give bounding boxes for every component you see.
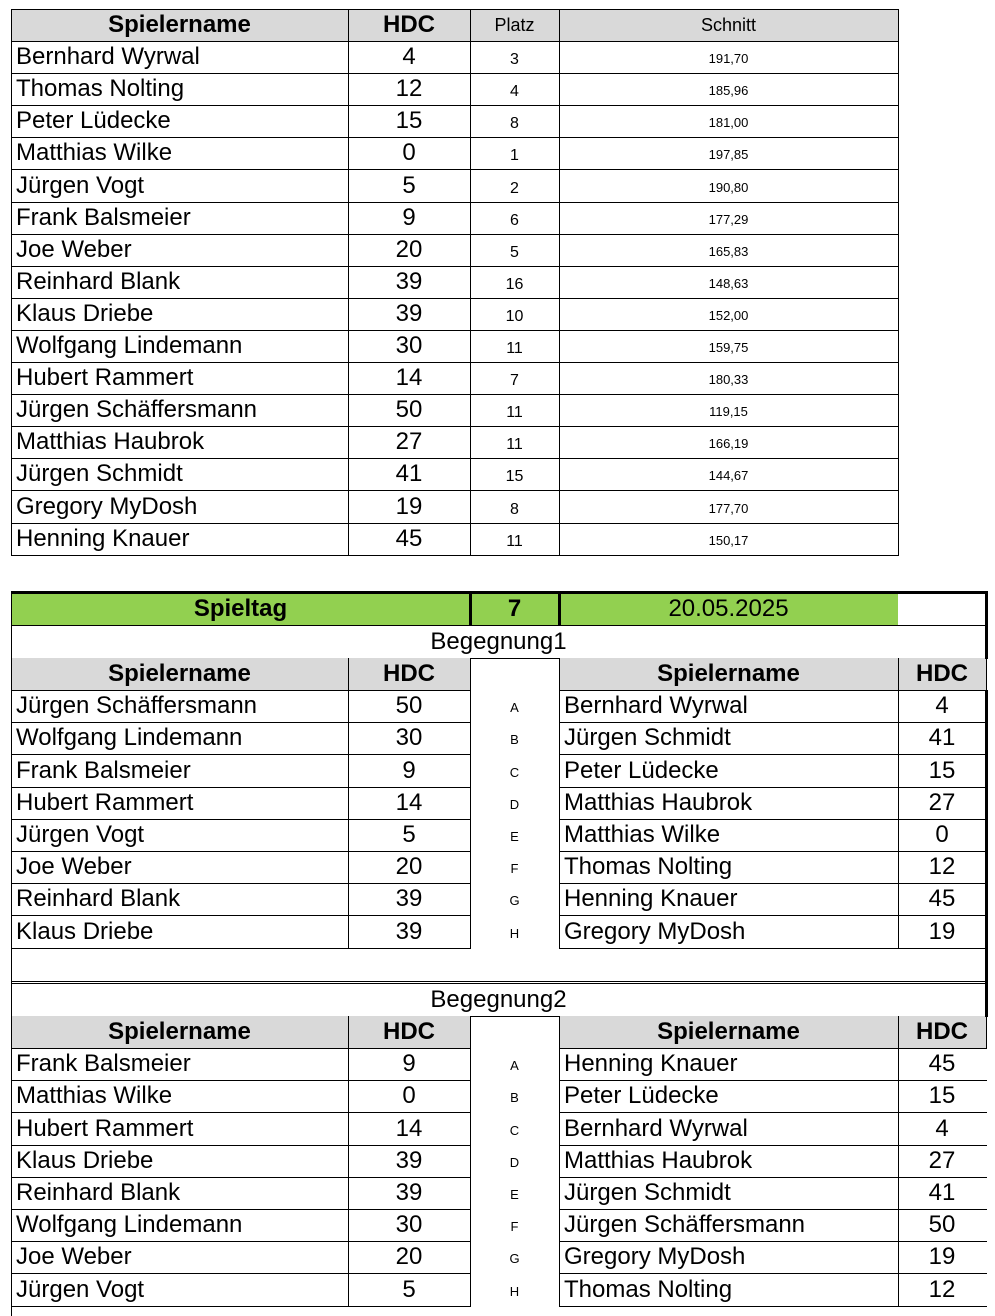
left-player-name[interactable]: Matthias Wilke	[16, 1082, 173, 1109]
cell-border	[11, 915, 471, 916]
match-header-spielername-left[interactable]: Spielername	[108, 1018, 251, 1045]
player-platz[interactable]: 7	[510, 372, 519, 389]
left-player-hdc[interactable]: 0	[402, 1082, 416, 1109]
player-name[interactable]: Bernhard Wyrwal	[16, 43, 200, 70]
right-player-hdc[interactable]: 27	[928, 789, 956, 816]
right-player-name[interactable]: Bernhard Wyrwal	[564, 692, 748, 719]
left-player-hdc[interactable]: 14	[395, 1115, 423, 1142]
cell-border	[11, 1080, 471, 1081]
right-player-hdc[interactable]: 19	[928, 1243, 956, 1270]
cell-border	[559, 819, 987, 820]
left-player-name[interactable]: Frank Balsmeier	[16, 1050, 191, 1077]
cell-border	[559, 1048, 987, 1049]
right-player-name[interactable]: Jürgen Schmidt	[564, 1179, 731, 1206]
left-player-hdc[interactable]: 39	[395, 918, 423, 945]
player-platz[interactable]: 11	[506, 533, 523, 550]
cell-border	[559, 754, 987, 755]
left-player-name[interactable]: Frank Balsmeier	[16, 757, 191, 784]
player-schnitt[interactable]: 150,17	[708, 533, 749, 548]
cell-border	[11, 458, 899, 459]
pairing-letter[interactable]: B	[510, 1090, 519, 1105]
right-player-name[interactable]: Matthias Wilke	[564, 821, 721, 848]
cell-border	[470, 1016, 471, 1307]
cell-border	[11, 426, 899, 427]
player-schnitt[interactable]: 181,00	[708, 115, 749, 130]
player-hdc[interactable]: 14	[395, 364, 423, 391]
cell-border	[11, 362, 899, 363]
left-player-hdc[interactable]: 39	[395, 1179, 423, 1206]
player-platz[interactable]: 15	[505, 468, 524, 485]
cell-border	[11, 137, 899, 138]
player-schnitt[interactable]: 159,75	[708, 340, 749, 355]
column-header-schnitt[interactable]: Schnitt	[700, 15, 757, 35]
player-name[interactable]: Henning Knauer	[16, 525, 190, 552]
cell-border	[559, 1016, 560, 1307]
right-player-hdc[interactable]: 0	[935, 821, 949, 848]
player-schnitt[interactable]: 148,63	[708, 276, 749, 291]
player-name[interactable]: Jürgen Schäffersmann	[16, 396, 258, 423]
player-platz[interactable]: 8	[510, 115, 519, 132]
pairing-letter[interactable]: G	[509, 893, 520, 908]
cell-border	[11, 981, 987, 982]
thick-border	[558, 592, 561, 626]
cell-border	[470, 9, 471, 556]
right-player-hdc[interactable]: 41	[928, 1179, 956, 1206]
pairing-letter[interactable]: G	[509, 1251, 520, 1266]
cell-border	[559, 948, 987, 949]
cell-border	[11, 73, 899, 74]
cell-border	[559, 851, 987, 852]
player-hdc[interactable]: 15	[395, 107, 423, 134]
player-platz[interactable]: 16	[505, 276, 524, 293]
player-name[interactable]: Peter Lüdecke	[16, 107, 171, 134]
pairing-letter[interactable]: C	[509, 765, 520, 780]
column-header-spielername[interactable]: Spielername	[108, 11, 251, 38]
player-platz[interactable]: 6	[510, 212, 519, 229]
player-name[interactable]: Jürgen Schmidt	[16, 460, 183, 487]
player-hdc[interactable]: 30	[395, 332, 423, 359]
right-player-name[interactable]: Gregory MyDosh	[564, 918, 746, 945]
cell-border	[11, 722, 471, 723]
pairing-letter[interactable]: A	[510, 700, 519, 715]
player-hdc[interactable]: 9	[402, 204, 416, 231]
cell-border	[11, 1209, 471, 1210]
right-player-name[interactable]: Peter Lüdecke	[564, 757, 719, 784]
cell-border	[559, 1241, 987, 1242]
player-hdc[interactable]: 5	[402, 172, 416, 199]
left-player-hdc[interactable]: 30	[395, 724, 423, 751]
right-player-name[interactable]: Matthias Haubrok	[564, 789, 753, 816]
column-header-hdc[interactable]: HDC	[383, 11, 435, 38]
cell-border	[559, 1080, 987, 1081]
right-player-name[interactable]: Gregory MyDosh	[564, 1243, 746, 1270]
right-player-hdc[interactable]: 27	[928, 1147, 956, 1174]
column-header-platz[interactable]: Platz	[494, 15, 535, 35]
cell-border	[11, 202, 899, 203]
cell-border	[11, 298, 899, 299]
player-hdc[interactable]: 19	[395, 493, 423, 520]
cell-border	[898, 9, 899, 556]
left-player-name[interactable]: Wolfgang Lindemann	[16, 1211, 243, 1238]
player-name[interactable]: Klaus Driebe	[16, 300, 154, 327]
player-name[interactable]: Matthias Wilke	[16, 139, 173, 166]
thick-border	[985, 592, 988, 659]
left-player-name[interactable]: Reinhard Blank	[16, 1179, 181, 1206]
right-player-name[interactable]: Peter Lüdecke	[564, 1082, 719, 1109]
right-player-hdc[interactable]: 15	[928, 757, 956, 784]
pairing-letter[interactable]: F	[510, 861, 519, 876]
pairing-letter[interactable]: H	[509, 1284, 520, 1299]
cell-border	[898, 658, 899, 949]
right-player-hdc[interactable]: 4	[935, 692, 949, 719]
right-player-name[interactable]: Jürgen Schmidt	[564, 724, 731, 751]
player-schnitt[interactable]: 185,96	[708, 83, 749, 98]
cell-border	[11, 490, 899, 491]
cell-border	[11, 690, 471, 691]
left-player-name[interactable]: Joe Weber	[16, 1243, 132, 1270]
match-title[interactable]: Begegnung1	[430, 628, 567, 655]
match-header-spielername-right[interactable]: Spielername	[657, 660, 800, 687]
cell-border	[11, 169, 899, 170]
left-player-name[interactable]: Hubert Rammert	[16, 1115, 194, 1142]
player-schnitt[interactable]: 177,29	[708, 212, 749, 227]
pairing-letter[interactable]: E	[510, 829, 519, 844]
cell-border	[11, 266, 899, 267]
left-player-hdc[interactable]: 5	[402, 1276, 416, 1303]
player-platz[interactable]: 10	[505, 308, 524, 325]
cell-border	[348, 9, 349, 556]
player-platz[interactable]: 5	[510, 244, 519, 261]
cell-border	[11, 851, 471, 852]
player-name[interactable]: Thomas Nolting	[16, 75, 185, 102]
right-player-hdc[interactable]: 4	[935, 1115, 949, 1142]
player-platz[interactable]: 1	[510, 147, 519, 164]
right-player-hdc[interactable]: 45	[928, 885, 956, 912]
left-player-name[interactable]: Jürgen Vogt	[16, 821, 145, 848]
pairing-letter[interactable]: D	[509, 797, 520, 812]
player-hdc[interactable]: 0	[402, 139, 416, 166]
left-player-name[interactable]: Jürgen Schäffersmann	[16, 692, 258, 719]
player-schnitt[interactable]: 191,70	[708, 51, 749, 66]
player-hdc[interactable]: 41	[395, 460, 423, 487]
right-player-hdc[interactable]: 19	[928, 918, 956, 945]
pairing-letter[interactable]: H	[509, 926, 520, 941]
cell-border	[11, 1177, 471, 1178]
left-player-name[interactable]: Klaus Driebe	[16, 918, 154, 945]
cell-border	[559, 690, 987, 691]
cell-border	[11, 394, 899, 395]
player-schnitt[interactable]: 180,33	[708, 372, 749, 387]
cell-border	[11, 948, 471, 949]
player-platz[interactable]: 4	[510, 83, 519, 100]
player-hdc[interactable]: 20	[395, 236, 423, 263]
cell-border	[898, 1016, 899, 1307]
right-player-name[interactable]: Thomas Nolting	[564, 853, 733, 880]
right-player-name[interactable]: Henning Knauer	[564, 1050, 738, 1077]
player-name[interactable]: Matthias Haubrok	[16, 428, 205, 455]
pairing-letter[interactable]: D	[509, 1155, 520, 1170]
right-player-name[interactable]: Matthias Haubrok	[564, 1147, 753, 1174]
spieltag-label[interactable]: Spieltag	[193, 595, 288, 622]
pairing-letter[interactable]: F	[510, 1219, 519, 1234]
player-schnitt[interactable]: 119,15	[709, 404, 748, 419]
player-platz[interactable]: 3	[510, 51, 519, 68]
player-platz[interactable]: 11	[506, 436, 523, 453]
cell-border	[11, 1145, 471, 1146]
cell-border	[11, 1112, 471, 1113]
match-header-hdc-left[interactable]: HDC	[383, 1018, 435, 1045]
right-player-hdc[interactable]: 45	[928, 1050, 956, 1077]
right-player-name[interactable]: Thomas Nolting	[564, 1276, 733, 1303]
cell-border	[559, 1273, 987, 1274]
cell-border	[11, 9, 12, 556]
cell-border	[348, 658, 349, 949]
right-player-hdc[interactable]: 15	[928, 1082, 956, 1109]
right-player-name[interactable]: Henning Knauer	[564, 885, 738, 912]
match-header-hdc-left[interactable]: HDC	[383, 660, 435, 687]
match-header-hdc-right[interactable]: HDC	[916, 1018, 968, 1045]
thick-border	[985, 690, 988, 1017]
left-player-name[interactable]: Joe Weber	[16, 853, 132, 880]
left-player-hdc[interactable]: 39	[395, 1147, 423, 1174]
thick-border	[11, 591, 988, 594]
cell-border	[11, 555, 899, 556]
cell-border	[11, 819, 471, 820]
player-platz[interactable]: 11	[506, 340, 523, 357]
left-player-hdc[interactable]: 9	[402, 1050, 416, 1077]
left-player-hdc[interactable]: 20	[395, 1243, 423, 1270]
pairing-letter[interactable]: B	[510, 732, 519, 747]
cell-border	[11, 330, 899, 331]
match-title[interactable]: Begegnung2	[430, 986, 567, 1013]
left-player-name[interactable]: Klaus Driebe	[16, 1147, 154, 1174]
cell-border	[559, 787, 987, 788]
cell-border	[11, 787, 471, 788]
cell-border	[470, 658, 471, 949]
player-schnitt[interactable]: 165,83	[708, 244, 749, 259]
pairing-letter[interactable]: A	[510, 1058, 519, 1073]
player-name[interactable]: Jürgen Vogt	[16, 172, 145, 199]
cell-border	[559, 1145, 987, 1146]
cell-border	[559, 915, 987, 916]
left-player-name[interactable]: Jürgen Vogt	[16, 1276, 145, 1303]
player-name[interactable]: Reinhard Blank	[16, 268, 181, 295]
cell-border	[11, 1048, 471, 1049]
player-hdc[interactable]: 50	[395, 396, 423, 423]
pairing-letter[interactable]: E	[510, 1187, 519, 1202]
cell-border	[11, 754, 471, 755]
cell-border	[11, 105, 899, 106]
player-platz[interactable]: 8	[510, 501, 519, 518]
player-hdc[interactable]: 39	[395, 300, 423, 327]
left-player-hdc[interactable]: 5	[402, 821, 416, 848]
right-player-hdc[interactable]: 50	[928, 1211, 956, 1238]
left-player-hdc[interactable]: 30	[395, 1211, 423, 1238]
right-player-hdc[interactable]: 12	[928, 1276, 956, 1303]
right-player-hdc[interactable]: 12	[928, 853, 956, 880]
spieltag-date[interactable]: 20.05.2025	[668, 595, 789, 622]
cell-border	[11, 983, 987, 984]
left-player-hdc[interactable]: 50	[395, 692, 423, 719]
left-player-hdc[interactable]: 39	[395, 885, 423, 912]
cell-border	[559, 1177, 987, 1178]
cell-border	[11, 592, 12, 1316]
match-header-spielername-right[interactable]: Spielername	[657, 1018, 800, 1045]
left-player-hdc[interactable]: 9	[402, 757, 416, 784]
player-schnitt[interactable]: 190,80	[708, 180, 749, 195]
left-player-hdc[interactable]: 20	[395, 853, 423, 880]
cell-border	[348, 1016, 349, 1307]
player-hdc[interactable]: 12	[395, 75, 423, 102]
player-hdc[interactable]: 27	[395, 428, 423, 455]
cell-border	[559, 1112, 987, 1113]
cell-border	[11, 1306, 471, 1307]
left-player-hdc[interactable]: 14	[395, 789, 423, 816]
right-player-name[interactable]: Jürgen Schäffersmann	[564, 1211, 806, 1238]
player-schnitt[interactable]: 152,00	[708, 308, 749, 323]
match-header-hdc-right[interactable]: HDC	[916, 660, 968, 687]
cell-border	[986, 658, 987, 691]
cell-border	[559, 9, 560, 556]
player-schnitt[interactable]: 177,70	[708, 501, 749, 516]
cell-border	[986, 1016, 987, 1049]
player-name[interactable]: Joe Weber	[16, 236, 132, 263]
cell-border	[11, 523, 899, 524]
spieltag-number[interactable]: 7	[507, 595, 522, 622]
player-schnitt[interactable]: 166,19	[708, 436, 749, 451]
cell-border	[11, 1241, 471, 1242]
player-schnitt[interactable]: 197,85	[708, 147, 749, 162]
cell-border	[559, 883, 987, 884]
player-name[interactable]: Gregory MyDosh	[16, 493, 198, 520]
player-hdc[interactable]: 4	[402, 43, 416, 70]
right-player-hdc[interactable]: 41	[928, 724, 956, 751]
cell-border	[559, 658, 560, 949]
player-name[interactable]: Wolfgang Lindemann	[16, 332, 243, 359]
cell-border	[559, 722, 987, 723]
left-player-name[interactable]: Hubert Rammert	[16, 789, 194, 816]
cell-border	[559, 1306, 987, 1307]
cell-border	[11, 234, 899, 235]
player-hdc[interactable]: 39	[395, 268, 423, 295]
cell-border	[11, 883, 471, 884]
cell-border	[11, 9, 899, 10]
pairing-letter[interactable]: C	[509, 1123, 520, 1138]
player-name[interactable]: Frank Balsmeier	[16, 204, 191, 231]
right-player-name[interactable]: Bernhard Wyrwal	[564, 1115, 748, 1142]
player-name[interactable]: Hubert Rammert	[16, 364, 194, 391]
player-schnitt[interactable]: 144,67	[708, 468, 749, 483]
match-header-spielername-left[interactable]: Spielername	[108, 660, 251, 687]
player-platz[interactable]: 2	[510, 180, 519, 197]
cell-border	[559, 1209, 987, 1210]
thick-border	[469, 592, 472, 626]
cell-border	[11, 41, 899, 42]
left-player-name[interactable]: Reinhard Blank	[16, 885, 181, 912]
cell-border	[11, 1273, 471, 1274]
player-platz[interactable]: 11	[506, 404, 523, 421]
player-hdc[interactable]: 45	[395, 525, 423, 552]
left-player-name[interactable]: Wolfgang Lindemann	[16, 724, 243, 751]
